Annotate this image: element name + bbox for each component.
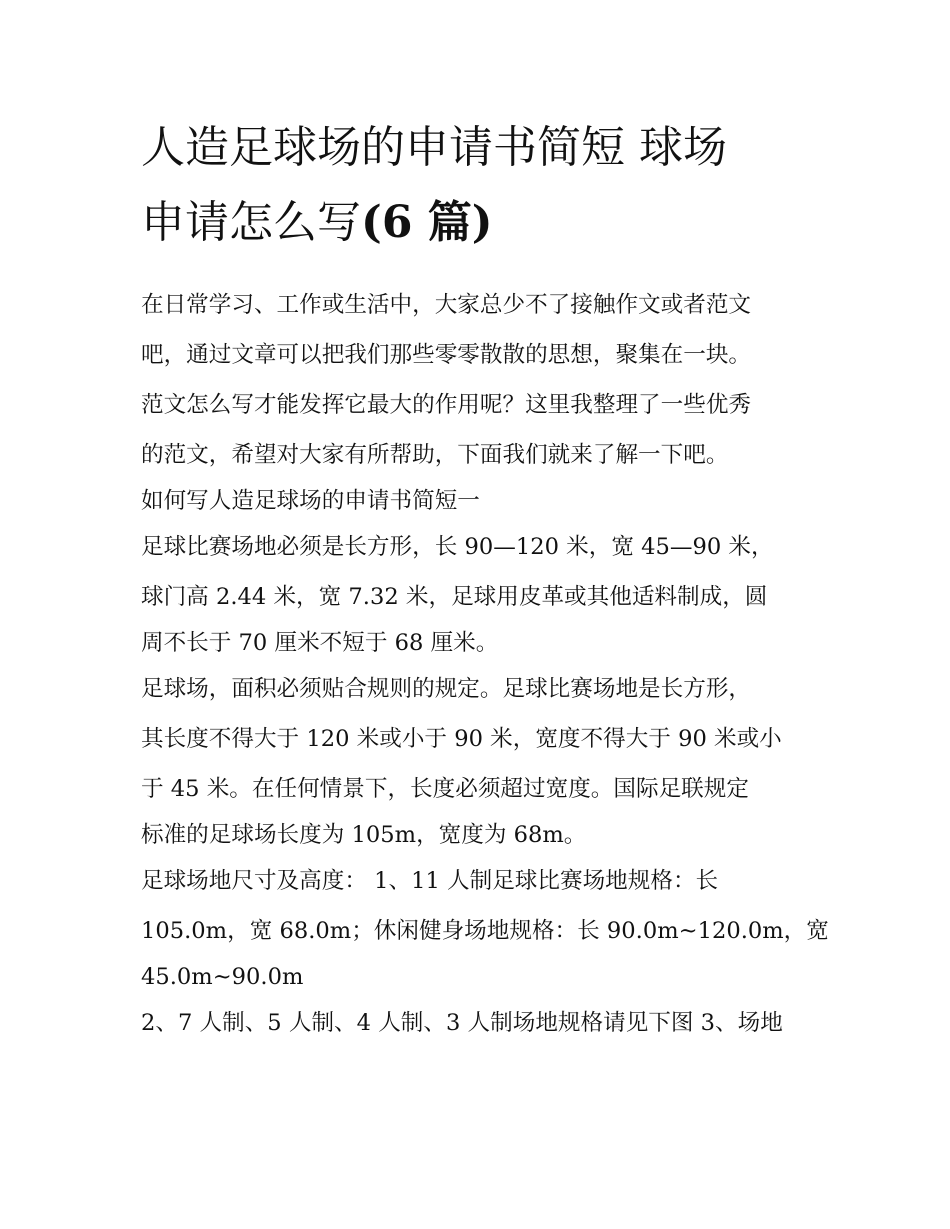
body-line: 周不长于 70 厘米不短于 68 厘米。 bbox=[141, 630, 499, 656]
body-line: 球门高 2.44 米，宽 7.32 米，足球用皮革或其他适料制成，圆 bbox=[141, 584, 768, 610]
body-line: 足球场地尺寸及高度： 1、11 人制足球比赛场地规格：长 bbox=[141, 868, 719, 894]
title-line-1: 人造足球场的申请书简短 球场 bbox=[141, 122, 727, 173]
body-line: 105.0m，宽 68.0m；休闲健身场地规格：长 90.0m~120.0m，宽 bbox=[141, 918, 829, 944]
body-line: 的范文，希望对大家有所帮助，下面我们就来了解一下吧。 bbox=[141, 442, 729, 468]
body-line: 2、7 人制、5 人制、4 人制、3 人制场地规格请见下图 3、场地 bbox=[141, 1010, 783, 1036]
document-title bbox=[141, 110, 816, 260]
title-line-2-text: 申请怎么写 bbox=[141, 197, 361, 248]
section-heading: 如何写人造足球场的申请书简短一 bbox=[141, 488, 480, 514]
body-line: 足球场，面积必须贴合规则的规定。足球比赛场地是长方形， bbox=[141, 676, 752, 702]
body-line: 吧，通过文章可以把我们那些零零散散的思想，聚集在一块。 bbox=[141, 342, 752, 368]
body-line: 范文怎么写才能发挥它最大的作用呢？这里我整理了一些优秀 bbox=[141, 392, 752, 418]
body-line: 45.0m~90.0m bbox=[141, 964, 304, 990]
document-page bbox=[141, 110, 829, 1048]
document-body bbox=[141, 280, 829, 1048]
body-line: 在日常学习、工作或生活中，大家总少不了接触作文或者范文 bbox=[141, 292, 752, 318]
body-line: 于 45 米。在任何情景下，长度必须超过宽度。国际足联规定 bbox=[141, 776, 749, 802]
body-line: 其长度不得大于 120 米或小于 90 米，宽度不得大于 90 米或小 bbox=[141, 726, 782, 752]
title-line-2 bbox=[141, 185, 816, 260]
body-line: 足球比赛场地必须是长方形，长 90—120 米，宽 45—90 米， bbox=[141, 534, 774, 560]
title-line-2-count: (6 篇) bbox=[361, 197, 493, 248]
body-line: 标准的足球场长度为 105m，宽度为 68m。 bbox=[141, 822, 587, 848]
